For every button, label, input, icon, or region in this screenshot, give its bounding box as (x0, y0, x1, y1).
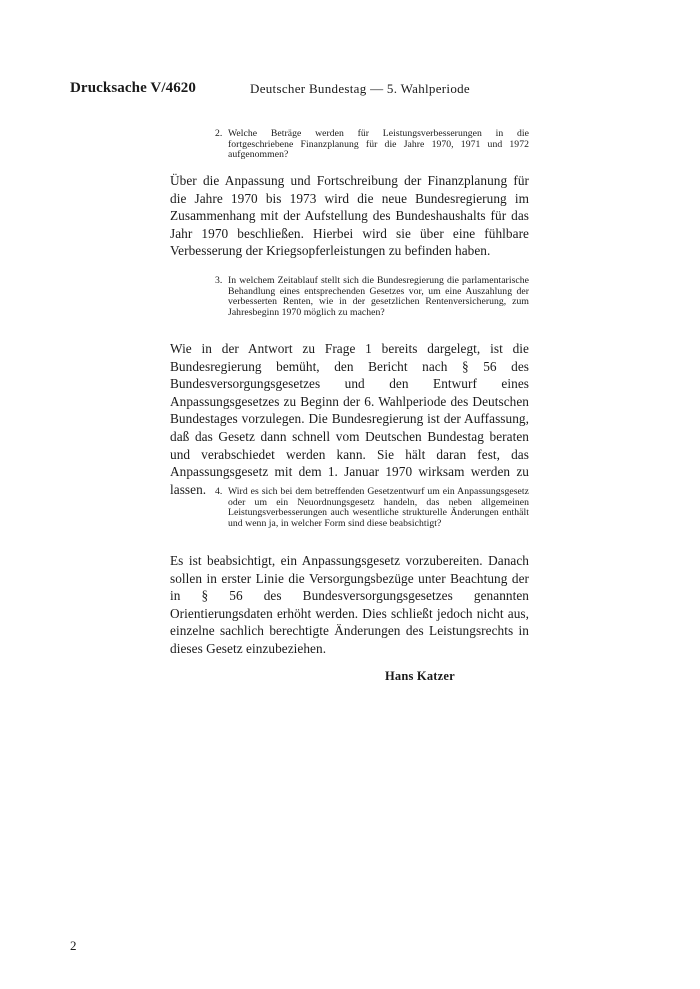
question-3 (215, 276, 529, 318)
answer-3 (170, 340, 529, 498)
answer-4 (170, 552, 529, 658)
answer-text: Wie in der Antwort zu Frage 1 bereits dargelegt, ist die Bundesregierung bemüht, den Bericht nach § 56 des Bundesversorgungsgesetzes und den Entwurf eines Anpassungsgesetzes zu Beginn der 6. Wahlperiode des Deutschen Bundestages vorzulegen. Die Bundesregierung ist der Auffassung, daß das Gesetz dann schnell vom Deutschen Bundestag beraten und verabschiedet werden kann. Sie hält daran fest, das Anpassungsgesetz mit dem 1. Januar 1970 wirksam werden zu lassen. (170, 341, 529, 497)
question-text: Wird es sich bei dem betreffenden Gesetzentwurf um ein Anpassungsgesetz oder um ein Neuordnungsgesetz handeln, das neben allgemeinen Leistungsverbesserungen auch wesentliche strukturelle Änderungen enthält und wenn ja, in welcher Form sind diese beabsichtigt? (228, 486, 529, 529)
question-text: Welche Beträge werden für Leistungsverbesserungen in die fortgeschriebene Finanzplanung für die Jahre 1970, 1971 und 1972 aufgenommen? (228, 128, 529, 161)
question-text: In welchem Zeitablauf stellt sich die Bundesregierung die parlamentarische Behandlung eines entsprechenden Gesetzes vor, um eine Auszahlung der verbesserten Renten, wie in der gesetzlichen Rentenversicherung, zum Jahresbeginn 1970 möglich zu machen? (228, 275, 529, 318)
answer-text: Über die Anpassung und Fortschreibung der Finanzplanung für die Jahre 1970 bis 1973 wird die neue Bundesregierung im Zusammenhang mit der Aufstellung des Bundeshaushalts für das Jahr 1970 beschließen. Hierbei wird sie über eine fühlbare Verbesserung der Kriegsopferleistungen zu befinden haben. (170, 173, 529, 259)
running-title: Deutscher Bundestag — 5. Wahlperiode (250, 81, 470, 96)
question-4 (215, 487, 529, 529)
question-number: 4. (215, 486, 223, 497)
answer-2 (170, 172, 529, 260)
signature: Hans Katzer (385, 669, 455, 683)
page-number: 2 (70, 938, 77, 953)
question-number: 3. (215, 275, 223, 286)
question-2 (215, 129, 529, 161)
page-header (70, 80, 470, 100)
question-number: 2. (215, 128, 223, 139)
answer-text: Es ist beabsichtigt, ein Anpassungsgesetz vorzubereiten. Danach sollen in erster Linie die Versorgungsbezüge unter Beachtung der in § 56 des Bundesversorgungsgesetzes genannten Orientierungsdaten erhöht werden. Dies schließt jedoch nicht aus, einzelne sachlich berechtigte Änderungen des Leistungsrechts in dieses Gesetz einzubeziehen. (170, 553, 529, 656)
document-number: Drucksache V/4620 (70, 80, 197, 96)
